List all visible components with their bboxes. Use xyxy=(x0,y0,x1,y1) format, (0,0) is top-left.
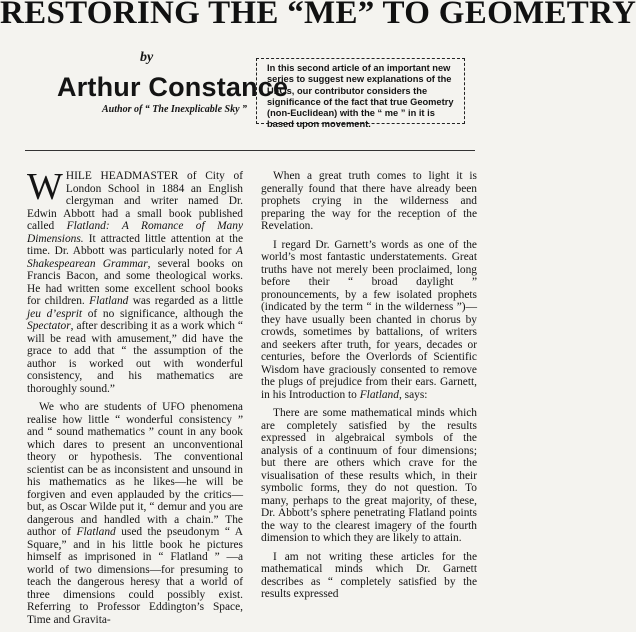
author-name: Arthur Constance xyxy=(57,72,289,102)
intro-box: In this second article of an important new series to suggest new explanations of the UFOs, our contributor considers the significance of the fact that true Geometry (non-Euclidean) with the “ me ” in it is based upon movement. xyxy=(256,58,465,124)
article-title: RESTORING THE “ME” TO GEOMETRY xyxy=(0,0,636,31)
left-column xyxy=(27,166,243,632)
paragraph: When a great truth comes to light it is generally found that there have already been prophets crying in the wilderness and preparing the way for the reception of the Revelation. xyxy=(261,170,477,232)
paragraph: I am not writing these articles for the mathematical minds which Dr. Garnett describes as “ completely satisfied by the results expressed xyxy=(261,550,477,600)
quoted-paragraph: There are some mathematical minds which are completely satisfied by the results expressed in algebraical symbols of the analysis of a continuum of four dimensions; but there are others which crave for the visualisation of these results which, in their symbolic forms, they do not question. To many, perhaps to the great majority, of these, Dr. Abbott’s sphere penetrating Flatland points the way to the clearest imagery of the fourth dimension to which they are likely to attain. xyxy=(261,407,477,544)
divider xyxy=(25,150,475,151)
paragraph: We who are students of UFO phenomena realise how little “ wonderful consistency ” and “ sound mathematics ” count in any book which dares to present an unconventional theory or hypothesis. The conventional scientist can be as inconsistent and unsound in his mathematics as he likes—he will be forgiven and even applauded by the critics—but, as Oscar Wilde put it, “ demur and you are dangerous and handled with a chain.” The author of Flatland used the pseudonym “ A Square,” and in his little book he pictures himself as imprisoned in “ Flatland ” —a world of two dimensions—for presuming to teach the dangerous heresy that a world of three dimensions could possibly exist. Referring to Professor Eddington’s Space, Time and Gravita- xyxy=(27,401,243,626)
byline-prefix: by xyxy=(140,50,154,65)
drop-cap: W xyxy=(27,166,63,208)
paragraph: WHILE HEADMASTER of City of London School in 1884 an English clergyman and writer named Dr. Edwin Abbott had a small book published called Flatland: A Romance of Many Dimensions. It attracted little attention at the time. Dr. Abbott was particularly noted for A Shakespearean Grammar, several books on Francis Bacon, and some theological works. He had written some excellent school books for children. Flatland was regarded as a little jeu d’esprit of no significance, although the Spectator, after describing it as a work which “ will be read with amusement,” did have the grace to add that “ the assumption of the author is worked out with wonderful consistency, and his mathematics are thoroughly sound.” xyxy=(27,166,243,395)
author-note: Author of “ The Inexplicable Sky ” xyxy=(102,104,248,115)
paragraph: I regard Dr. Garnett’s words as one of the world’s most fantastic understatements. Great truths have not merely been proclaimed, long before their “ broad daylight ” pronouncements, by a few isolated prophets (indicated by the term “ in the wilderness ”)—they have usually been chanted in chorus by crowds, sometimes by battalions, of writers and seekers after truth, for years, decades or centuries, before the Overlords of Scientific Wisdom have graciously consented to remove the plugs of prejudice from their ears. Garnett, in his Introduction to Flatland, says: xyxy=(261,238,477,401)
right-column xyxy=(261,170,477,607)
